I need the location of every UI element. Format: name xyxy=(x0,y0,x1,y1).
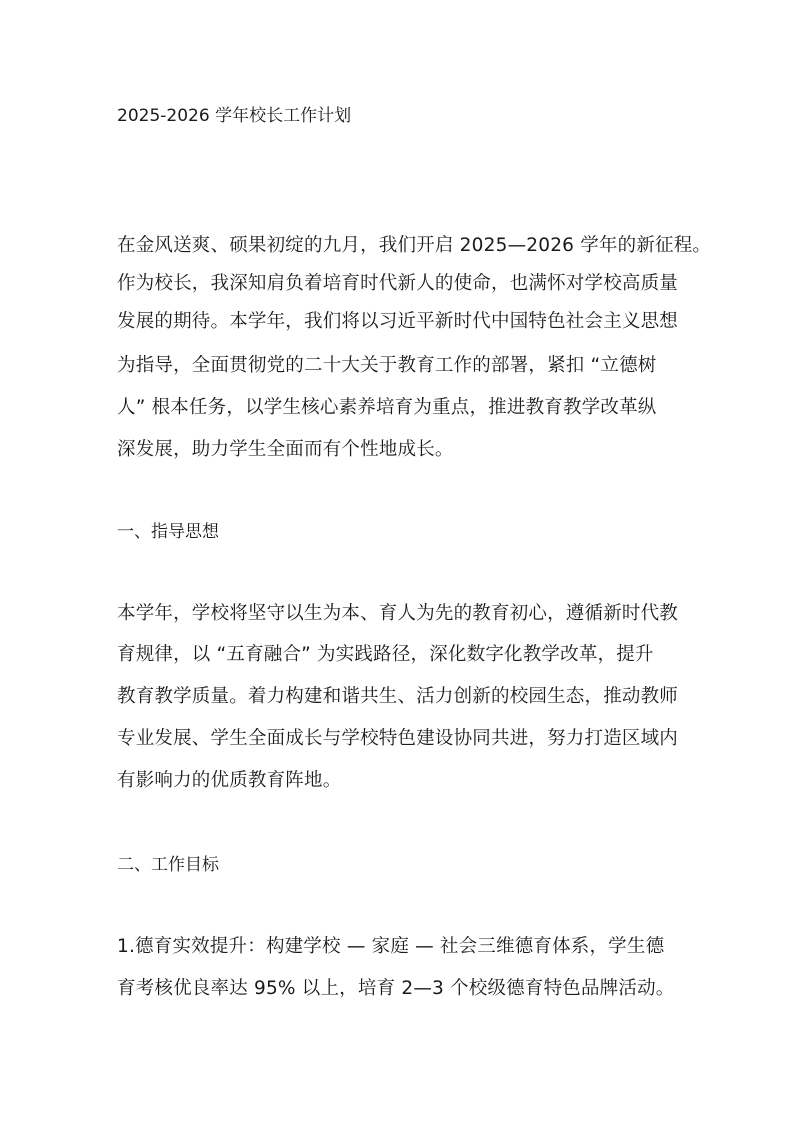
section-heading-work-goals: 二、工作目标 xyxy=(117,855,219,875)
paragraph-line: 育考核优良率达 95% 以上，培育 2—3 个校级德育特色品牌活动。 xyxy=(117,978,675,999)
paragraph-line: 在金风送爽、硕果初绽的九月，我们开启 2025—2026 学年的新征程。 xyxy=(117,235,712,256)
section-heading-guiding-ideology: 一、指导思想 xyxy=(117,522,219,542)
paragraph-line: 本学年，学校将坚守以生为本、育人为先的教育初心，遵循新时代教 xyxy=(117,603,679,624)
document-title: 2025-2026 学年校长工作计划 xyxy=(117,106,352,126)
paragraph-line: 为指导，全面贯彻党的二十大关于教育工作的部署，紧扣 “立德树 xyxy=(117,355,657,376)
paragraph-line: 人” 根本任务，以学生核心素养培育为重点，推进教育教学改革纵 xyxy=(117,397,657,418)
paragraph-line: 发展的期待。本学年，我们将以习近平新时代中国特色社会主义思想 xyxy=(117,311,679,332)
paragraph-line: 育规律，以 “五育融合” 为实践路径，深化数字化教学改革，提升 xyxy=(117,644,654,665)
paragraph-line: 专业发展、学生全面成长与学校特色建设协同共进，努力打造区域内 xyxy=(117,728,679,749)
paragraph-line: 作为校长，我深知肩负着培育时代新人的使命，也满怀对学校高质量 xyxy=(117,273,679,294)
paragraph-line: 教育教学质量。着力构建和谐共生、活力创新的校园生态，推动教师 xyxy=(117,686,679,707)
paragraph-line: 1.德育实效提升：构建学校 — 家庭 — 社会三维德育体系，学生德 xyxy=(117,936,665,957)
paragraph-line: 有影响力的优质教育阵地。 xyxy=(117,770,342,791)
paragraph-line: 深发展，助力学生全面而有个性地成长。 xyxy=(117,439,454,460)
